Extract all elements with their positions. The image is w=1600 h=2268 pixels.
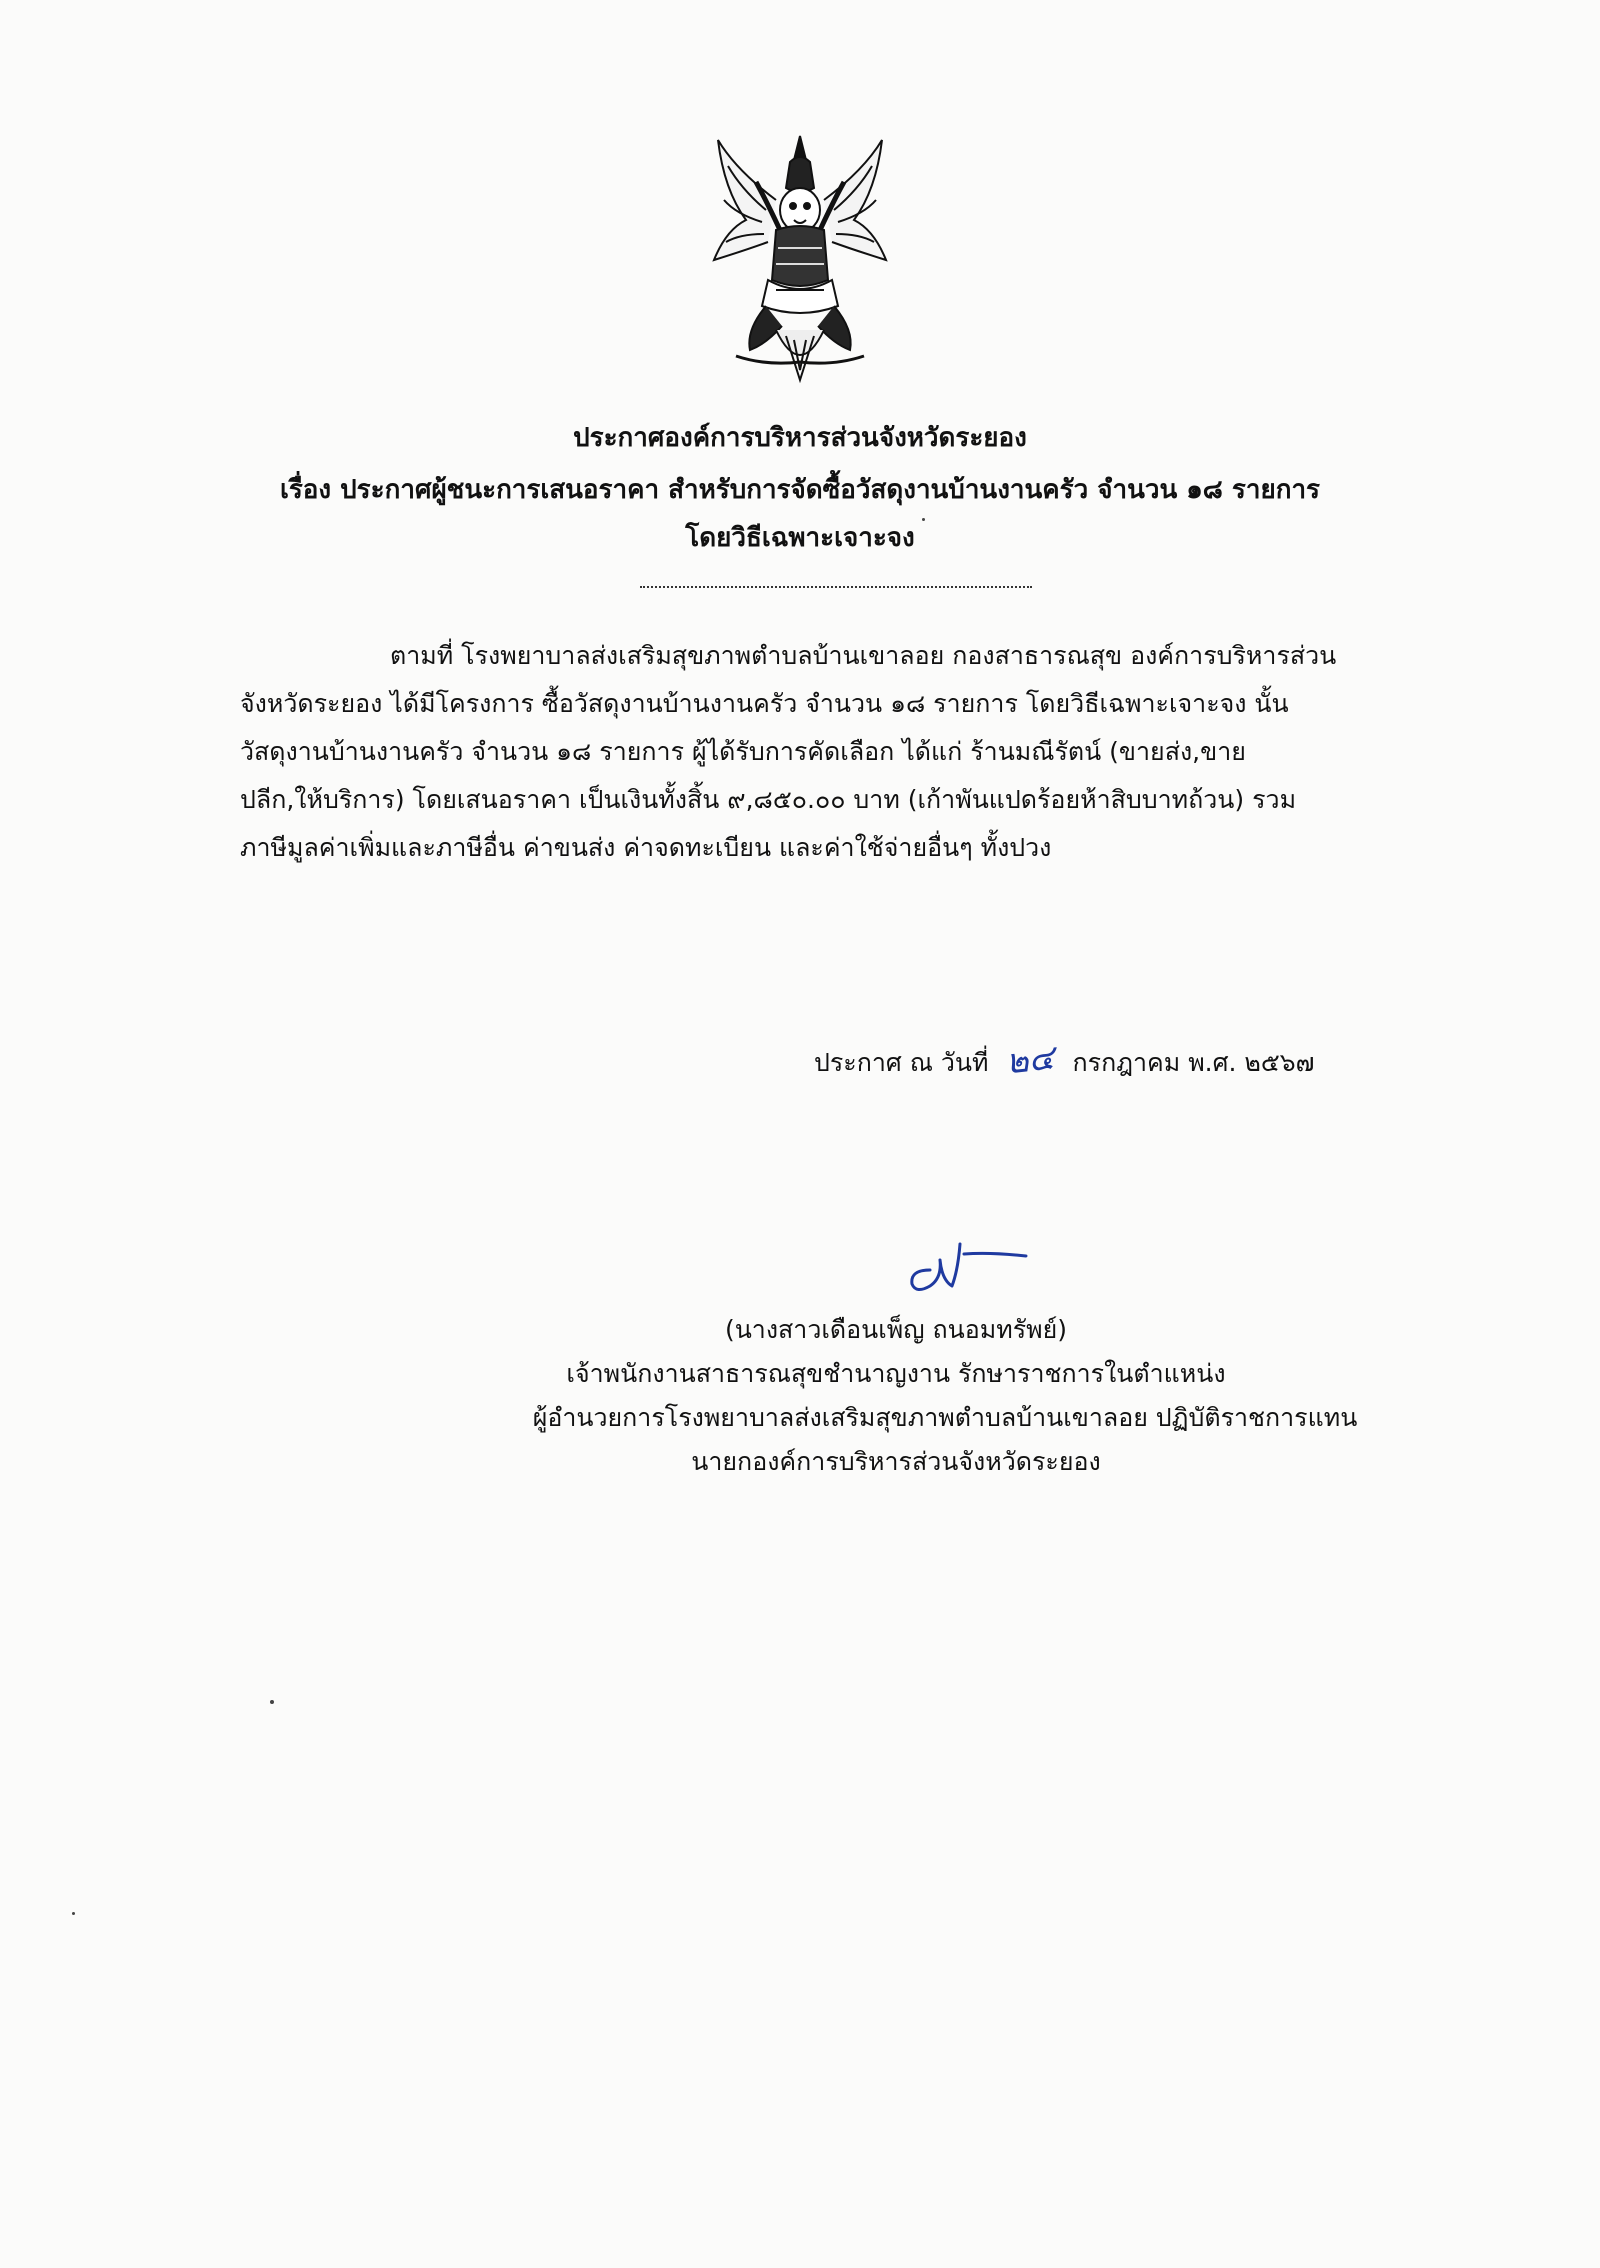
paper-speck [922, 518, 925, 521]
date-suffix: กรกฎาคม พ.ศ. ๒๕๖๗ [1072, 1048, 1315, 1077]
body-line-2: จังหวัดระยอง ได้มีโครงการ ซื้อวัสดุงานบ้านงานครัว จำนวน ๑๘ รายการ โดยวิธีเฉพาะเจาะจง นั้น [240, 689, 1289, 718]
date-prefix: ประกาศ ณ วันที่ [814, 1048, 989, 1077]
separator-line [640, 586, 1032, 588]
body-line-1: ตามที่ โรงพยาบาลส่งเสริมสุขภาพตำบลบ้านเขาลอย กองสาธารณสุข องค์การบริหารส่วน [390, 641, 1337, 670]
body-line-3: วัสดุงานบ้านงานครัว จำนวน ๑๘ รายการ ผู้ได้รับการคัดเลือก ได้แก่ ร้านมณีรัตน์ (ขายส่ง,ขาย [240, 737, 1246, 766]
signatory-position-3: นายกองค์การบริหารส่วนจังหวัดระยอง [691, 1447, 1101, 1476]
signatory-position-2: ผู้อำนวยการโรงพยาบาลส่งเสริมสุขภาพตำบลบ้านเขาลอย ปฏิบัติราชการแทน [532, 1403, 1358, 1432]
signatory-position-1: เจ้าพนักงานสาธารณสุขชำนาญงาน รักษาราชการในตำแหน่ง [566, 1359, 1226, 1388]
announcement-subject: เรื่อง ประกาศผู้ชนะการเสนอราคา สำหรับการจัดซื้อวัสดุงานบ้านงานครัว จำนวน ๑๘ รายการ [279, 475, 1321, 505]
body-line-5: ภาษีมูลค่าเพิ่มและภาษีอื่น ค่าขนส่ง ค่าจดทะเบียน และค่าใช้จ่ายอื่นๆ ทั้งปวง [240, 833, 1052, 862]
garuda-emblem-icon [706, 130, 894, 390]
paper-speck [270, 1700, 274, 1704]
handwritten-signature [890, 1230, 1050, 1300]
paper-speck [72, 1912, 75, 1915]
body-line-4: ปลีก,ให้บริการ) โดยเสนอราคา เป็นเงินทั้งสิ้น ๙,๘๕๐.๐๐ บาท (เก้าพันแปดร้อยห้าสิบบาทถ้วน) รวม [240, 785, 1297, 814]
signatory-name: (นางสาวเดือนเพ็ญ ถนอมทรัพย์) [724, 1315, 1068, 1344]
announcement-date [814, 1036, 1314, 1087]
date-day-handwritten: ๒๔ [1004, 1037, 1057, 1083]
announcement-title: ประกาศองค์การบริหารส่วนจังหวัดระยอง [573, 423, 1027, 453]
announcement-method: โดยวิธีเฉพาะเจาะจง [685, 523, 915, 553]
